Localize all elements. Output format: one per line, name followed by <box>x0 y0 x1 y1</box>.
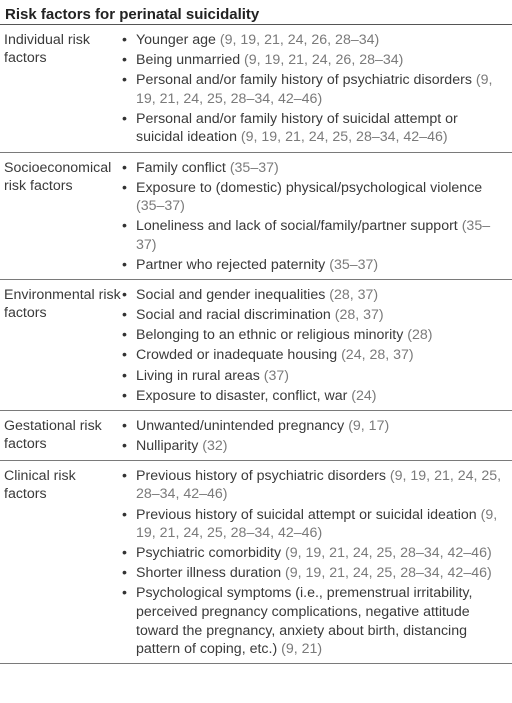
risk-factor-item <box>122 584 502 658</box>
category-label: Environmental risk factors <box>4 287 121 322</box>
risk-factor-item <box>122 31 502 50</box>
risk-factor-list <box>122 286 502 407</box>
risk-factor-text: Social and gender inequalities <box>136 287 330 304</box>
reference-list: (9, 17) <box>348 417 390 434</box>
risk-factor-item <box>122 159 502 178</box>
reference-list: (9, 19, 21, 24, 26, 28–34) <box>244 52 404 69</box>
risk-factor-item <box>122 437 502 456</box>
risk-factor-item <box>122 179 502 216</box>
risk-factor-text: Shorter illness duration <box>136 565 286 582</box>
risk-factor-list <box>122 467 502 660</box>
reference-list: (28, 37) <box>334 307 384 324</box>
risk-factor-text: Younger age <box>136 32 220 48</box>
reference-list: (32) <box>202 437 228 454</box>
reference-list: (28) <box>407 327 433 344</box>
risk-factor-item <box>122 256 502 275</box>
risk-factor-item <box>122 506 502 543</box>
risk-factor-item <box>122 286 502 305</box>
risk-factor-text: Exposure to disaster, conflict, war <box>136 387 352 404</box>
reference-list: (9, 19, 21, 24, 25, 28–34, 42–46) <box>240 129 448 146</box>
reference-list: (9, 19, 21, 24, 25, 28–34, 42–46) <box>136 467 502 503</box>
reference-list: (35–37) <box>329 257 379 274</box>
risk-factor-text: Previous history of suicidal attempt or suicidal ideation <box>136 506 481 523</box>
risk-factor-text: Psychiatric comorbidity <box>136 545 286 562</box>
risk-factor-text: Living in rural areas <box>136 367 264 384</box>
risk-group-socioeconomical <box>0 153 512 281</box>
risk-factor-item <box>122 467 502 504</box>
risk-factor-text: Previous history of psychiatric disorders <box>136 467 390 484</box>
risk-group-clinical <box>0 461 512 664</box>
category-label: Individual risk factors <box>4 32 90 66</box>
risk-factor-item <box>122 544 502 563</box>
risk-factor-list <box>122 31 502 149</box>
reference-list: (9, 21) <box>281 641 323 658</box>
risk-group-individual <box>0 25 512 153</box>
reference-list: (35–37) <box>136 198 185 215</box>
risk-factor-text: Being unmarried <box>136 52 245 69</box>
risk-factor-item <box>122 71 502 108</box>
category-label: Socioeconomical risk factors <box>4 159 112 194</box>
risk-factor-text: Exposure to (domestic) physical/psychological violence <box>136 179 483 196</box>
reference-list: (9, 19, 21, 24, 25, 28–34, 42–46) <box>285 565 492 582</box>
risk-factor-item <box>122 387 502 406</box>
risk-factor-item <box>122 217 502 254</box>
risk-factor-text: Personal and/or family history of suicidal attempt or suicidal ideation <box>136 110 458 146</box>
risk-factor-item <box>122 346 502 365</box>
risk-factor-text: Family conflict <box>136 159 230 176</box>
risk-factor-text: Partner who rejected paternity <box>136 257 330 274</box>
reference-list: (9, 19, 21, 24, 25, 28–34, 42–46) <box>285 545 492 562</box>
reference-list: (37) <box>263 367 289 384</box>
reference-list: (28, 37) <box>329 287 379 304</box>
risk-factor-text: Social and racial discrimination <box>136 307 335 324</box>
risk-group-gestational <box>0 411 512 461</box>
reference-list: (9, 19, 21, 24, 25, 28–34, 42–46) <box>136 72 493 107</box>
risk-factor-item <box>122 51 502 70</box>
risk-factor-text: Belonging to an ethnic or religious minority <box>136 327 408 344</box>
reference-list: (24, 28, 37) <box>341 347 414 364</box>
risk-factor-list <box>122 159 502 277</box>
reference-list: (35–37) <box>136 218 491 253</box>
risk-factor-text: Psychological symptoms (i.e., premenstrual irritability, perceived pregnancy complications, negative attitude toward the pregnancy, anxiety about birth, distancing pattern of coping, etc.) <box>136 585 473 658</box>
category-label: Clinical risk factors <box>4 467 76 502</box>
category-label: Gestational risk factors <box>4 417 102 452</box>
reference-list: (9, 19, 21, 24, 25, 28–34, 42–46) <box>136 506 498 542</box>
risk-group-environmental <box>0 280 512 411</box>
risk-factor-text: Loneliness and lack of social/family/partner support <box>136 218 462 235</box>
risk-factor-text: Personal and/or family history of psychiatric disorders <box>136 72 476 89</box>
risk-factor-text: Nulliparity <box>136 437 203 454</box>
risk-factor-item <box>122 367 502 386</box>
risk-factor-item <box>122 110 502 147</box>
risk-factor-item <box>122 564 502 583</box>
table-title: Risk factors for perinatal suicidality <box>5 6 260 23</box>
risk-factor-list <box>122 417 502 457</box>
risk-factor-text: Unwanted/unintended pregnancy <box>136 417 349 434</box>
risk-factor-text: Crowded or inadequate housing <box>136 347 342 364</box>
risk-factor-item <box>122 326 502 345</box>
risk-factor-item <box>122 417 502 436</box>
reference-list: (35–37) <box>229 159 279 176</box>
reference-list: (9, 19, 21, 24, 26, 28–34) <box>219 32 380 48</box>
risk-factor-item <box>122 306 502 325</box>
reference-list: (24) <box>351 387 377 404</box>
